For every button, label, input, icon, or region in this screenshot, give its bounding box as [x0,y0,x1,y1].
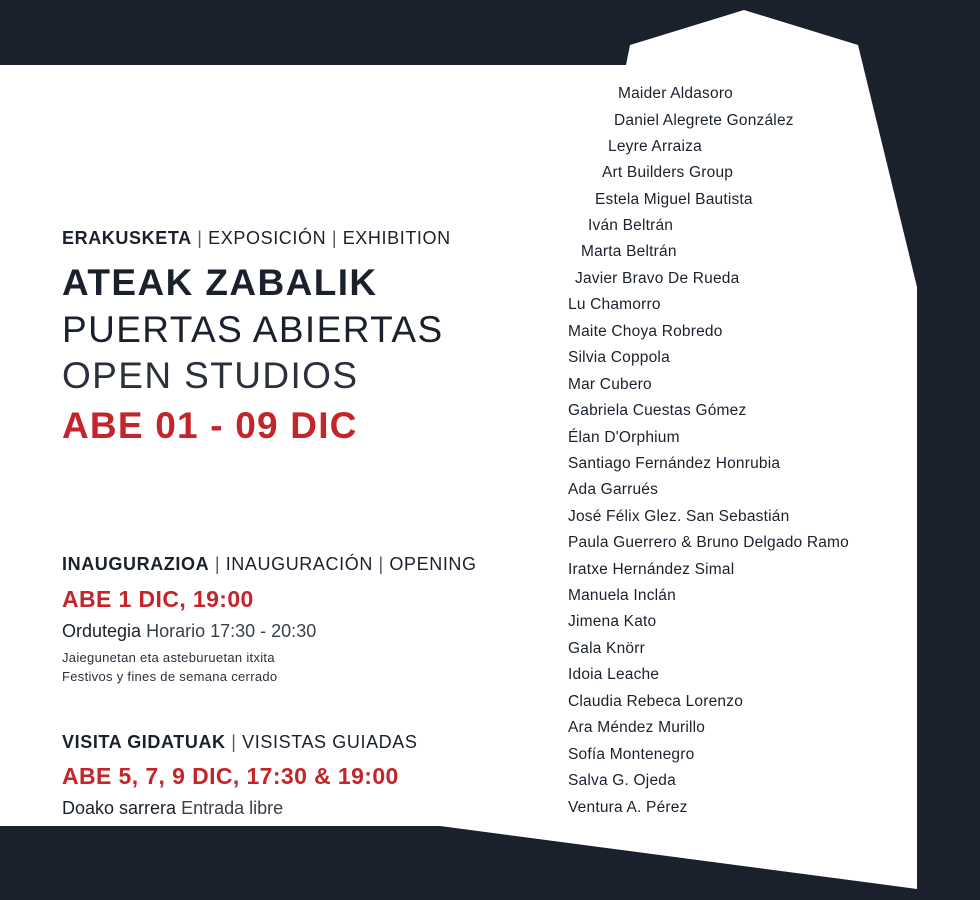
title-basque: ATEAK ZABALIK [62,262,378,303]
opening-schedule: Ordutegia Horario 17:30 - 20:30 [62,621,317,641]
guided-visits-dates: ABE 5, 7, 9 DIC, 17:30 & 19:00 [62,763,399,789]
artist-name: Art Builders Group [602,164,734,181]
artist-name: Maider Aldasoro [618,85,734,102]
artist-name: Marta Beltrán [581,243,677,260]
exhibition-dates: ABE 01 - 09 DIC [62,405,358,446]
artist-name: Mar Cubero [568,376,652,393]
artist-name: Lu Chamorro [568,296,661,313]
artist-name: Sofía Montenegro [568,746,695,763]
artist-name: Estela Miguel Bautista [595,191,753,208]
artist-name: Iratxe Hernández Simal [568,561,735,578]
closed-notice-basque: Jaiegunetan eta asteburuetan itxita [62,650,275,665]
artist-name: Claudia Rebeca Lorenzo [568,693,744,710]
artist-name: Jimena Kato [568,613,657,630]
artist-name: Idoia Leache [568,666,660,683]
artist-name: Manuela Inclán [568,587,676,604]
artist-name: Salva G. Ojeda [568,772,676,789]
artist-name: Ada Garrués [568,481,659,498]
guided-visits-label: VISITA GIDATUAK | VISISTAS GUIADAS [62,732,418,752]
artist-name: Silvia Coppola [568,349,670,366]
title-spanish: PUERTAS ABIERTAS [62,309,444,350]
artist-name: Gala Knörr [568,640,645,657]
entry-info: Doako sarrera Entrada libre [62,798,284,818]
opening-date: ABE 1 DIC, 19:00 [62,586,254,612]
artist-name: Leyre Arraiza [608,138,702,155]
artist-name: Javier Bravo De Rueda [575,270,740,287]
closed-notice-spanish: Festivos y fines de semana cerrado [62,669,278,684]
artist-name: Paula Guerrero & Bruno Delgado Ramo [568,534,849,551]
artist-name: Ara Méndez Murillo [568,719,706,736]
artist-name: Élan D'Orphium [568,429,680,446]
artist-name: Santiago Fernández Honrubia [568,455,781,472]
title-english: OPEN STUDIOS [62,355,359,396]
artist-name: Iván Beltrán [588,217,674,234]
artist-name: Gabriela Cuestas Gómez [568,402,747,419]
opening-label: INAUGURAZIOA | INAUGURACIÓN | OPENING [62,554,477,574]
artist-name: Maite Choya Robredo [568,323,723,340]
artist-name: Daniel Alegrete González [614,112,794,129]
artist-name: José Félix Glez. San Sebastián [568,508,790,525]
exhibition-category: ERAKUSKETA | EXPOSICIÓN | EXHIBITION [62,228,451,248]
artist-name: Ventura A. Pérez [568,799,688,816]
